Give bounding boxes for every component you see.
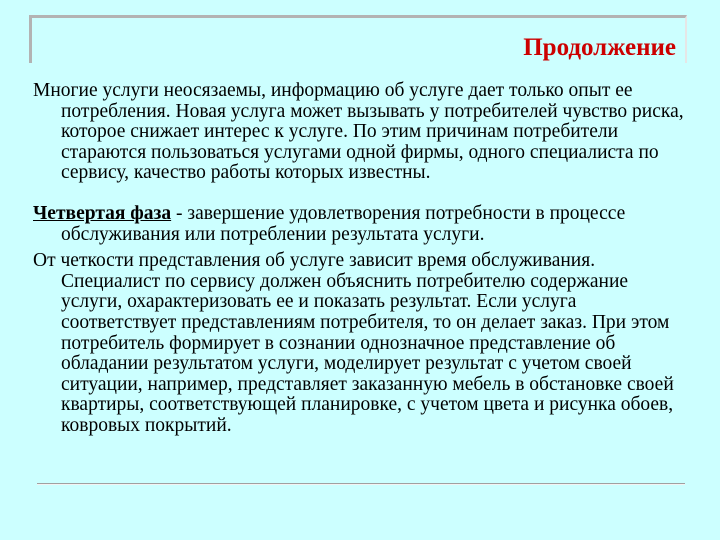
paragraph-service-clarity: От четкости представления об услуге зависит время обслуживания. Специалист по сервису должен объяснить потребителю содержание услуги, охарактеризовать ее и показать результат. Если услуга соответствует представлениям потребителя, то он делает заказ. При этом потребитель формирует в сознании однозначное представление об обладании результатом услуги, моделирует результат с учетом своей ситуации, например, представляет заказанную мебель в обстановке своей квартиры, соответствующей планировке, с учетом цвета и рисунка обоев, ковровых покрытий. xyxy=(33,250,674,436)
bottom-divider xyxy=(37,483,685,485)
fourth-phase-term: Четвертая фаза xyxy=(33,202,172,224)
paragraph-intangible-services: Многие услуги неосязаемы, информацию об услуге дает только опыт ее потребления. Новая услуга может вызывать у потребителей чувство риска, которое снижает интерес к услуге. По этим причинам потребители стараются пользоваться услугами одной фирмы, одного специалиста по сервису, качество работы которых известны. xyxy=(33,80,684,184)
slide-title: Продолжение xyxy=(523,34,676,61)
fourth-phase-definition: - завершение удовлетворения потребности в процессе обслуживания или потреблении результата услуги. xyxy=(61,202,626,245)
paragraph-fourth-phase xyxy=(33,204,693,245)
slide-body xyxy=(33,81,693,437)
